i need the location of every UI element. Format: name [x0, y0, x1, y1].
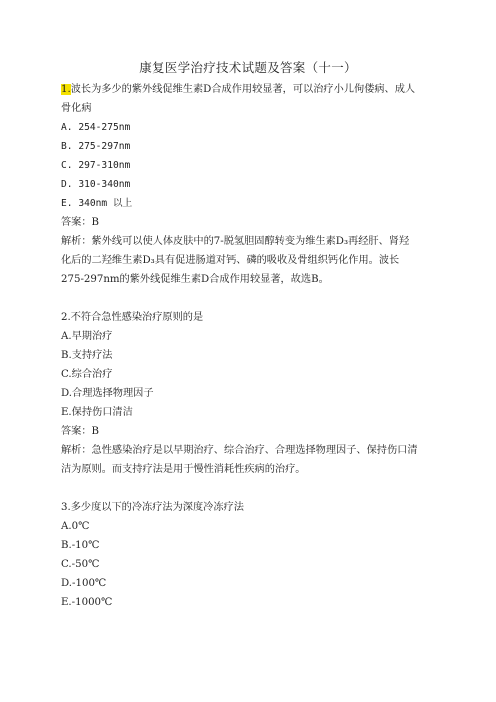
option-b: B.支持疗法	[61, 350, 113, 361]
question-stem: 1.波长为多少的紫外线促维生素D合成作用较显著，可以治疗小儿佝偻病、成人	[61, 84, 416, 95]
question-1	[61, 80, 441, 289]
option-c: C.综合治疗	[61, 369, 113, 380]
option-a: A.0℃	[61, 521, 90, 532]
answer: 答案：B	[61, 426, 100, 437]
option-b: B.-10℃	[61, 540, 100, 551]
option-d: D.合理选择物理因子	[61, 388, 154, 399]
option-e: E.-1000℃	[61, 597, 113, 608]
option-a: A. 254-275nm	[61, 122, 131, 133]
option-a: A.早期治疗	[61, 331, 113, 342]
option-d: D. 310-340nm	[61, 179, 131, 190]
answer: 答案：B	[61, 217, 100, 228]
option-c: C. 297-310nm	[61, 160, 131, 171]
analysis-line: 解析：急性感染治疗是以早期治疗、综合治疗、合理选择物理因子、保持伤口清	[61, 445, 418, 456]
analysis-line: 解析：紫外线可以使人体皮肤中的7-脱氢胆固醇转变为维生素D₃再经肝、肾羟	[61, 236, 410, 247]
option-b: B. 275-297nm	[61, 141, 131, 152]
analysis-line: 275-297nm的紫外线促维生素D合成作用较显著，故选B。	[61, 274, 329, 285]
option-e: E. 340nm 以上	[61, 198, 133, 209]
analysis-line: 化后的二羟维生素D₃具有促进肠道对钙、磷的吸收及骨组织钙化作用。波长	[61, 255, 400, 266]
question-3	[61, 498, 441, 612]
question-number-highlight: 1.	[61, 84, 71, 95]
question-stem: 3.多少度以下的冷冻疗法为深度冷冻疗法	[61, 502, 244, 513]
question-stem-cont: 骨化病	[61, 103, 92, 114]
option-e: E.保持伤口清洁	[61, 407, 133, 418]
option-c: C.-50℃	[61, 559, 100, 570]
question-2	[61, 308, 441, 479]
analysis-line: 洁为原则。而支持疗法是用于慢性消耗性疾病的治疗。	[61, 464, 306, 475]
question-stem: 2.不符合急性感染治疗原则的是	[61, 312, 204, 323]
option-d: D.-100℃	[61, 578, 107, 589]
page-title: 康复医学治疗技术试题及答案（十一）	[139, 60, 357, 75]
